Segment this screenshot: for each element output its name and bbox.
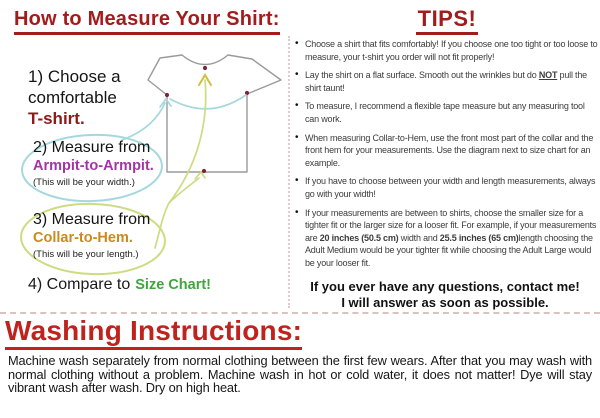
washing-title: Washing Instructions: [5,315,302,350]
tips-title: TIPS! [416,6,479,35]
step-note: (This will be your width.) [33,177,135,188]
contact-note-line2: I will answer as soon as possible. [341,295,549,310]
contact-note [294,279,596,311]
step-highlight: Armpit-to-Armpit. [33,158,154,174]
tip-bullet: • If your measurements are between to shirts, choose the smaller size for a tighter fit or the larger size for a looser fit. For example, if your measurements are 20 inches (50.5 cm) width and 25.5 inches (65 cm)length choosing the Adult Medium would be your tighter fit while choosing the Adult Large would be your looser fit. [294,207,598,270]
step-highlight: T-shirt. [28,109,85,128]
step-compare-size-chart [28,276,211,295]
washing-body: Machine wash separately from normal clothing between the first few wears. After that you may wash with normal clothing without a problem. Machine wash in hot or cold water, it does not matter! Dye will stay vibrant wash after wash. Dry on high heat. [8,353,592,396]
step-highlight: Size Chart! [135,277,212,293]
tip-bullet: • When measuring Collar-to-Hem, use the front most part of the collar and the front hem for your measurements. Use the diagram next to size chart for an example. [294,132,598,170]
step-label: comfortable [28,88,117,107]
tip-bullet: • To measure, I recommend a flexible tape measure but any measuring tool can work. [294,100,598,125]
tshirt-outline [148,55,281,172]
width-arrow-icon [122,95,246,140]
measurement-dot [202,169,206,173]
tips-list [294,38,598,276]
tip-bullet: • If you have to choose between your width and length measurements, always go with your width! [294,175,598,200]
horizontal-divider [0,312,600,314]
page-title: How to Measure Your Shirt: [14,8,280,35]
measurement-dot [203,66,207,70]
vertical-divider [288,36,290,308]
contact-note-line1: If you ever have any questions, contact me! [310,279,580,294]
step-label: 4) Compare to [28,276,131,293]
tip-bullet: • Lay the shirt on a flat surface. Smooth out the wrinkles but do NOT pull the shirt taunt! [294,69,598,94]
tip-bullet: • Choose a shirt that fits comfortably! If you choose one too tight or too loose to measure, your t-shirt you order will not fit properly! [294,38,598,63]
step-label: 1) Choose a [28,67,121,86]
step-armpit-to-armpit [33,138,154,189]
step-label: 2) Measure from [33,139,151,156]
step-choose-tshirt [28,66,121,129]
measurement-dot [165,93,169,97]
step-highlight: Collar-to-Hem. [33,230,133,246]
step-note: (This will be your length.) [33,249,139,260]
step-label: 3) Measure from [33,211,151,228]
step-collar-to-hem [33,210,150,261]
